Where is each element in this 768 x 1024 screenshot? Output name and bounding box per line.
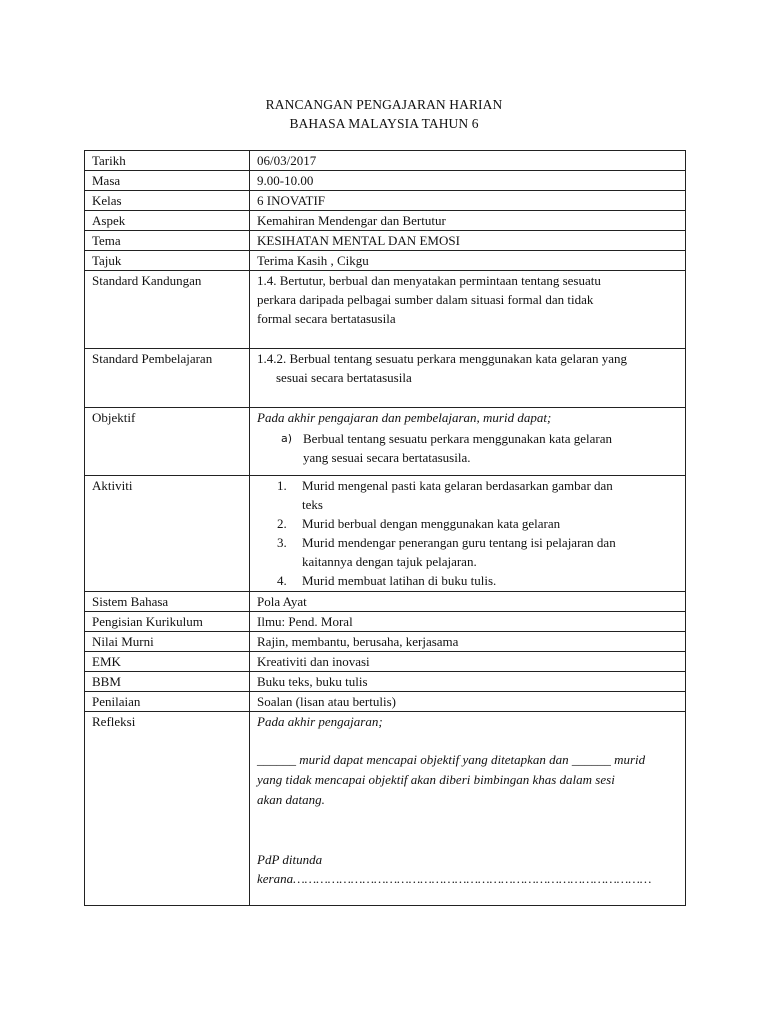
value-standard-kandungan [250, 271, 686, 349]
text-line: akan datang. [257, 792, 325, 807]
row-pengisian-kurikulum [85, 612, 686, 632]
text-line: Murid membuat latihan di buku tulis. [302, 573, 497, 588]
label-sistem-bahasa: Sistem Bahasa [85, 592, 250, 612]
value-standard-pembelajaran [250, 349, 686, 408]
list-item [277, 514, 685, 533]
list-marker: 4. [277, 573, 287, 588]
text-line: Murid berbual dengan menggunakan kata gelaran [302, 516, 561, 531]
value-nilai-murni: Rajin, membantu, berusaha, kerjasama [250, 632, 686, 652]
activity-list [257, 476, 685, 590]
row-standard-pembelajaran [85, 349, 686, 408]
label-aktiviti: Aktiviti [85, 476, 250, 592]
label-nilai-murni: Nilai Murni [85, 632, 250, 652]
row-emk [85, 652, 686, 672]
value-aktiviti [250, 476, 686, 592]
text-line: formal secara bertatasusila [257, 311, 396, 326]
value-tarikh: 06/03/2017 [250, 151, 686, 171]
text-line: Murid mengenal pasti kata gelaran berdasarkan gambar dan [302, 478, 613, 493]
row-nilai-murni [85, 632, 686, 652]
text-line: 1.4. Bertutur, berbual dan menyatakan permintaan tentang sesuatu [257, 273, 601, 288]
text-line: 1.4.2. Berbual tentang sesuatu perkara menggunakan kata gelaran yang [257, 351, 627, 366]
label-tema: Tema [85, 231, 250, 251]
lesson-plan-table [84, 150, 686, 906]
label-tajuk: Tajuk [85, 251, 250, 271]
value-masa: 9.00-10.00 [250, 171, 686, 191]
row-aktiviti [85, 476, 686, 592]
row-objektif [85, 408, 686, 476]
text-line: sesuai secara bertatasusila [276, 370, 412, 385]
list-item [277, 571, 685, 590]
row-bbm [85, 672, 686, 692]
row-masa [85, 171, 686, 191]
reflection-intro: Pada akhir pengajaran; [257, 714, 383, 729]
document-header [0, 95, 768, 133]
value-refleksi [250, 712, 686, 906]
row-kelas [85, 191, 686, 211]
label-standard-kandungan: Standard Kandungan [85, 271, 250, 349]
row-refleksi [85, 712, 686, 906]
row-sistem-bahasa [85, 592, 686, 612]
text-line: Berbual tentang sesuatu perkara menggunakan kata gelaran [303, 431, 612, 446]
label-pengisian-kurikulum: Pengisian Kurikulum [85, 612, 250, 632]
label-standard-pembelajaran: Standard Pembelajaran [85, 349, 250, 408]
value-tajuk: Terima Kasih , Cikgu [250, 251, 686, 271]
objective-intro: Pada akhir pengajaran dan pembelajaran, murid dapat; [257, 410, 552, 425]
text-line: Murid mendengar penerangan guru tentang isi pelajaran dan [302, 535, 616, 550]
text-line: teks [302, 497, 323, 512]
label-refleksi: Refleksi [85, 712, 250, 906]
row-standard-kandungan [85, 271, 686, 349]
value-emk: Kreativiti dan inovasi [250, 652, 686, 672]
reason-line: kerana………………………………………………………………………………… [257, 871, 652, 886]
value-sistem-bahasa: Pola Ayat [250, 592, 686, 612]
label-kelas: Kelas [85, 191, 250, 211]
list-item [281, 429, 685, 467]
spacer [257, 731, 685, 750]
list-marker: 1. [277, 478, 287, 493]
objective-list [257, 429, 685, 467]
row-tema [85, 231, 686, 251]
list-item [277, 533, 685, 571]
row-penilaian [85, 692, 686, 712]
row-aspek [85, 211, 686, 231]
row-tajuk [85, 251, 686, 271]
list-marker: 3. [277, 535, 287, 550]
label-penilaian: Penilaian [85, 692, 250, 712]
value-pengisian-kurikulum: Ilmu: Pend. Moral [250, 612, 686, 632]
value-kelas: 6 INOVATIF [250, 191, 686, 211]
doc-subtitle: BAHASA MALAYSIA TAHUN 6 [289, 116, 479, 131]
list-marker: 2. [277, 516, 287, 531]
value-bbm: Buku teks, buku tulis [250, 672, 686, 692]
value-objektif [250, 408, 686, 476]
value-tema: KESIHATAN MENTAL DAN EMOSI [250, 231, 686, 251]
label-aspek: Aspek [85, 211, 250, 231]
text-line: yang sesuai secara bertatasusila. [303, 450, 471, 465]
text-line: yang tidak mencapai objektif akan diberi bimbingan khas dalam sesi [257, 772, 615, 787]
label-bbm: BBM [85, 672, 250, 692]
label-objektif: Objektif [85, 408, 250, 476]
pdp-postponed: PdP ditunda [257, 852, 323, 867]
label-masa: Masa [85, 171, 250, 191]
label-tarikh: Tarikh [85, 151, 250, 171]
spacer [257, 810, 685, 850]
value-penilaian: Soalan (lisan atau bertulis) [250, 692, 686, 712]
doc-title: RANCANGAN PENGAJARAN HARIAN [265, 97, 503, 112]
text-line: perkara daripada pelbagai sumber dalam situasi formal dan tidak [257, 292, 594, 307]
list-marker: a) [281, 432, 293, 445]
value-aspek: Kemahiran Mendengar dan Bertutur [250, 211, 686, 231]
label-emk: EMK [85, 652, 250, 672]
text-line: kaitannya dengan tajuk pelajaran. [302, 554, 477, 569]
row-tarikh [85, 151, 686, 171]
text-line: ______ murid dapat mencapai objektif yang ditetapkan dan ______ murid [257, 752, 646, 767]
list-item [277, 476, 685, 514]
